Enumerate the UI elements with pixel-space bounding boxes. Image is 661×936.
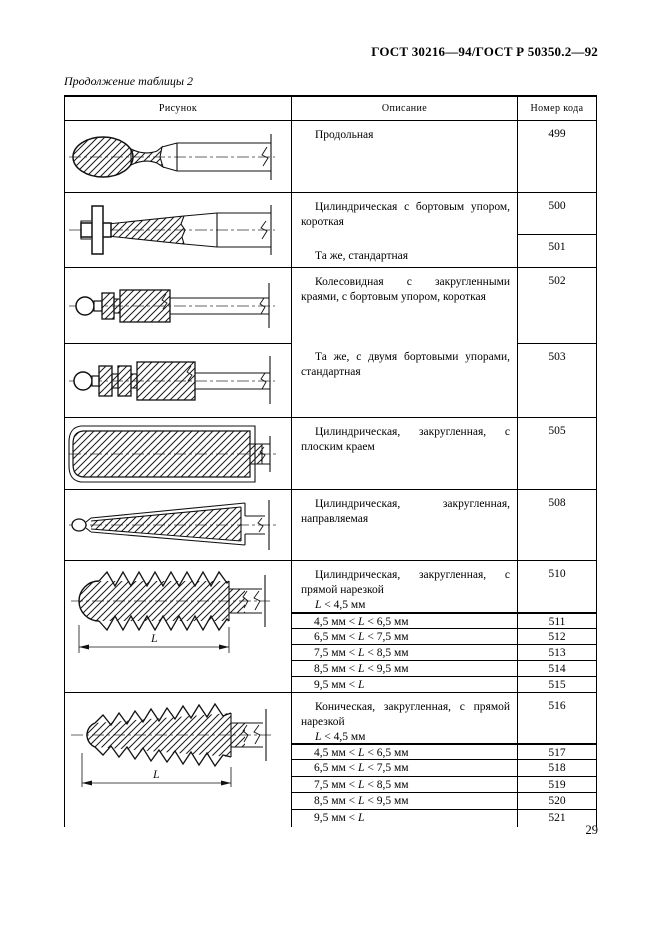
figure-cell-505 [65, 417, 292, 489]
code-cell: 501 [548, 241, 566, 253]
bur-wheel-two-stops-drawing [65, 344, 292, 418]
group-rows-510 [292, 560, 596, 692]
description-text: Коническая, закругленная, с прямой нарезкой [301, 701, 510, 728]
bur-cylindrical-border-stop-drawing [65, 193, 292, 268]
length-variable: L [315, 731, 322, 743]
condition-text: L < 4,5 мм [315, 599, 366, 611]
page-number: 29 [585, 823, 598, 837]
description-cell: 8,5 мм < L < 9,5 мм [292, 660, 518, 676]
code-cell: 521 [518, 809, 596, 827]
description-cell: 9,5 мм < L [292, 676, 518, 692]
description-cell [292, 267, 518, 343]
bur-cylindrical-serrated-drawing [65, 561, 292, 693]
table-row [65, 267, 596, 343]
table-row [65, 192, 596, 267]
length-variable: L [358, 631, 365, 643]
bur-cylindrical-rounded-guided-drawing [65, 490, 292, 561]
table-row [65, 343, 596, 417]
table-row-group [65, 560, 596, 692]
description-text: Та же, с двумя бортовыми упорами, стандартная [301, 351, 510, 378]
table-row [292, 676, 596, 692]
code-cell: 519 [518, 776, 596, 792]
table-caption: Продолжение таблицы 2 [64, 74, 194, 88]
group-rows-516 [292, 692, 596, 827]
figure-cell-502 [65, 267, 292, 343]
table-row [292, 612, 596, 628]
table-row [292, 809, 596, 827]
column-header-code: Номер кода [518, 97, 596, 121]
table-row [292, 792, 596, 809]
description-text: Цилиндрическая, закругленная, направляемая [301, 498, 510, 525]
length-variable: L [358, 647, 365, 659]
table-row [292, 776, 596, 792]
bur-cylindrical-rounded-flat-edge-drawing [65, 418, 292, 490]
table-row [292, 743, 596, 759]
description-cell [292, 560, 518, 612]
bur-wheel-one-stop-drawing [65, 268, 292, 344]
length-variable: L [358, 663, 365, 675]
figure-cell-499 [65, 121, 292, 192]
length-variable: L [358, 795, 365, 807]
description-text: Колесовидная с закругленными краями, с бортовым упором, короткая [301, 276, 510, 303]
standard-number: ГОСТ 30216—94/ГОСТ Р 50350.2—92 [371, 44, 598, 59]
dimension-label: L [153, 767, 160, 781]
bur-longitudinal-drawing [65, 121, 292, 192]
code-cell: 515 [518, 676, 596, 692]
code-cell: 517 [518, 743, 596, 759]
description-cell [292, 692, 518, 743]
table-2-continuation [64, 95, 597, 827]
figure-cell-510 [65, 560, 292, 692]
figure-cell-503 [65, 343, 292, 417]
description-cell: 6,5 мм < L < 7,5 мм [292, 759, 518, 776]
code-cell: 514 [518, 660, 596, 676]
description-cell [292, 417, 518, 489]
code-cell: 511 [518, 612, 596, 628]
description-cell: 9,5 мм < L [292, 809, 518, 827]
description-cell: 7,5 мм < L < 8,5 мм [292, 644, 518, 660]
table-row [65, 489, 596, 560]
figure-cell-516 [65, 692, 292, 827]
description-cell: 4,5 мм < L < 6,5 мм [292, 743, 518, 759]
description-cell: 6,5 мм < L < 7,5 мм [292, 628, 518, 644]
description-text: Продольная [315, 129, 374, 141]
description-text: Цилиндрическая, закругленная, с плоским краем [301, 426, 510, 453]
length-variable: L [358, 762, 365, 774]
table-header-row [65, 97, 596, 121]
table-row [292, 560, 596, 612]
column-header-figure: Рисунок [65, 97, 292, 121]
length-variable: L [358, 779, 365, 791]
length-variable: L [358, 812, 365, 824]
table-row-group [65, 692, 596, 827]
table-row [292, 660, 596, 676]
length-variable: L [358, 616, 365, 628]
description-cell [292, 192, 518, 267]
description-text: Та же, стандартная [315, 250, 409, 262]
description-cell [292, 489, 518, 560]
description-cell: 8,5 мм < L < 9,5 мм [292, 792, 518, 809]
figure-cell-508 [65, 489, 292, 560]
condition-text: L < 4,5 мм [315, 731, 366, 743]
code-cell: 508 [518, 489, 596, 560]
code-cell: 520 [518, 792, 596, 809]
description-cell [292, 343, 518, 417]
description-text: Цилиндрическая с бортовым упором, короткая [301, 201, 510, 228]
column-header-description: Описание [292, 97, 518, 121]
bur-conical-serrated-drawing [65, 693, 292, 828]
code-cell: 516 [518, 692, 596, 743]
table-row [292, 692, 596, 743]
code-cell-group [518, 192, 596, 267]
length-variable: L [315, 599, 322, 611]
code-cell: 500 [518, 193, 596, 235]
code-cell: 505 [518, 417, 596, 489]
description-cell: 4,5 мм < L < 6,5 мм [292, 612, 518, 628]
code-cell: 513 [518, 644, 596, 660]
table-row [65, 417, 596, 489]
code-cell: 512 [518, 628, 596, 644]
dimension-label: L [151, 631, 158, 645]
table-row [65, 121, 596, 192]
length-variable: L [358, 679, 365, 691]
table-row [292, 759, 596, 776]
length-variable: L [358, 747, 365, 759]
description-text: Цилиндрическая, закругленная, с прямой нарезкой [301, 569, 510, 596]
table-row [292, 644, 596, 660]
code-cell: 502 [518, 267, 596, 343]
code-cell: 510 [518, 560, 596, 612]
description-cell: 7,5 мм < L < 8,5 мм [292, 776, 518, 792]
code-cell: 503 [518, 343, 596, 417]
description-cell [292, 121, 518, 192]
code-cell: 518 [518, 759, 596, 776]
figure-cell-500 [65, 192, 292, 267]
code-cell: 499 [548, 128, 566, 140]
table-row [292, 628, 596, 644]
